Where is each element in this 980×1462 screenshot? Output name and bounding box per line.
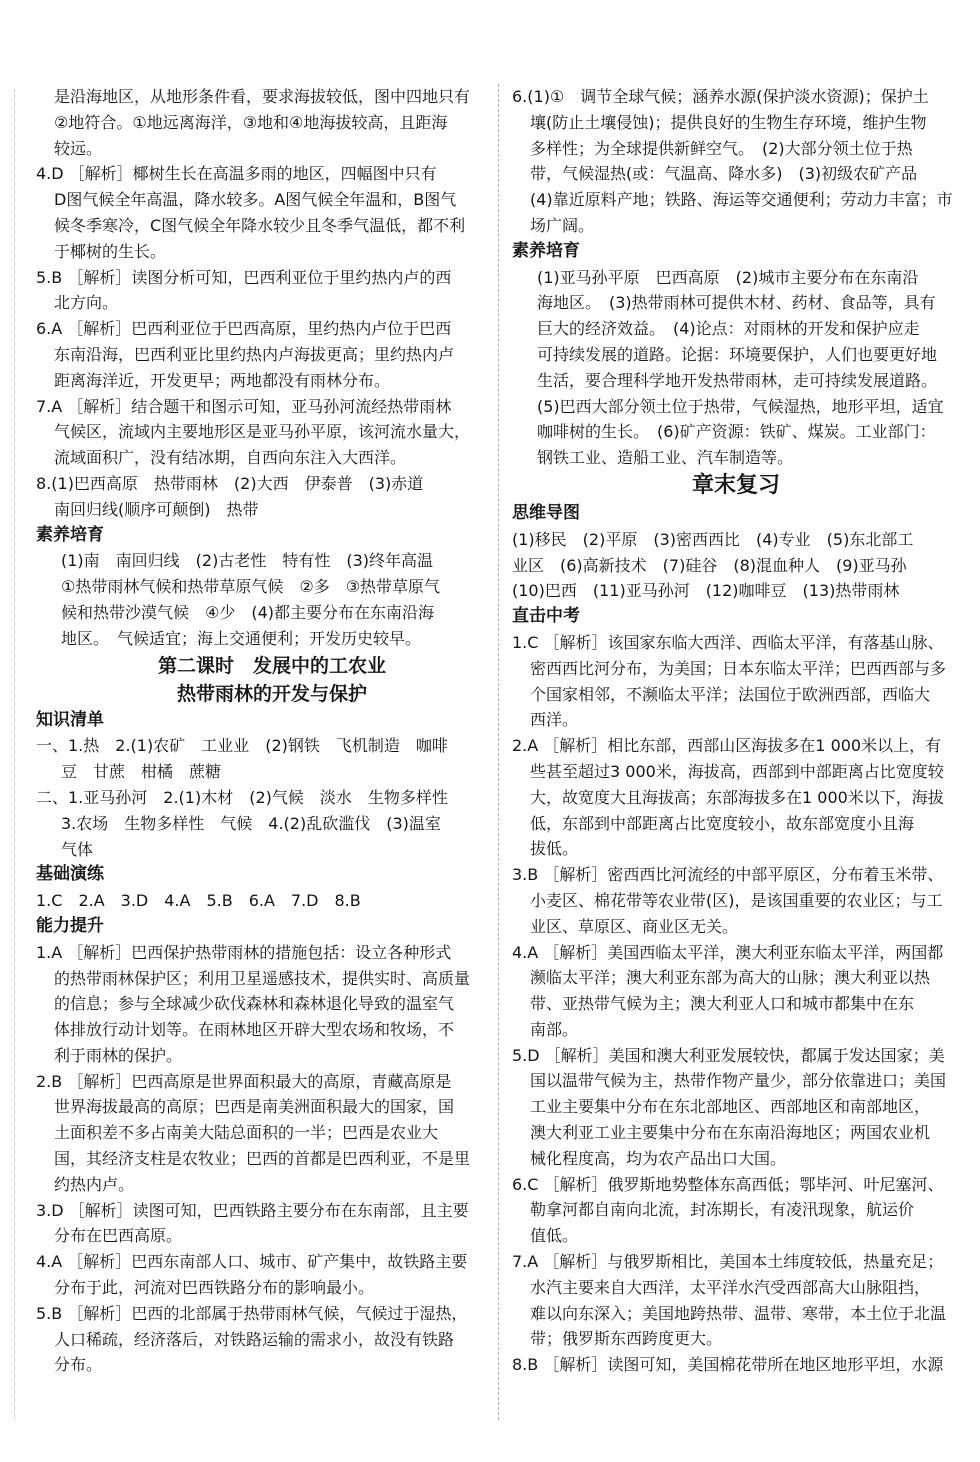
text-line: 多样性；为全球提供新鲜空气。 (2)大部分领土位于热 (530, 138, 913, 158)
text-line: 业区、草原区、商业区无关。 (530, 916, 739, 936)
left-column (36, 84, 488, 1378)
zhiji-question-4 (512, 940, 960, 1043)
zhiji-question-5 (512, 1043, 960, 1172)
text-line: 拔低。 (530, 839, 579, 859)
siwei-answers (512, 527, 960, 604)
text-line: 工业主要集中分布在东北部地区、西部地区和南部地区， (530, 1097, 931, 1117)
text-line: 3.D ［解析］读图可知，巴西铁路主要分布在东南部，且主要 (36, 1200, 469, 1220)
zhiji-question-2 (512, 733, 960, 862)
nengli-question-2 (36, 1069, 488, 1198)
section-heading-suyang-right: 素养培育 (512, 240, 580, 261)
text-line: 勒拿河都自南向北流，封冻期长，有凌汛现象，航运价 (530, 1200, 915, 1220)
text-line: 候和热带沙漠气候 ④少 (4)都主要分布在东南沿海 (61, 602, 435, 622)
text-line: 东南沿海，巴西利亚比里约热内卢海拔更高；里约热内卢 (54, 344, 455, 364)
text-line: 气体 (61, 839, 94, 859)
section-heading-nengli: 能力提升 (36, 915, 104, 936)
text-line: 北方向。 (54, 293, 119, 313)
text-line: 气候区，流域内主要地形区是亚马孙平原，该河流水量大， (54, 422, 471, 442)
question-8 (36, 471, 488, 523)
section-heading-zhiji: 直击中考 (512, 606, 580, 627)
text-line: 4.A ［解析］巴西东南部人口、城市、矿产集中，故铁路主要 (36, 1252, 468, 1272)
text-line: ②地符合。①地远离海洋，③地和④地海拔较高，且距海 (54, 112, 448, 132)
text-line: 5.D ［解析］美国和澳大利亚发展较快，都属于发达国家；美 (512, 1045, 945, 1065)
question-7 (36, 394, 488, 471)
chapter-review-title: 章末复习 (691, 472, 780, 498)
text-line: 4.A ［解析］美国西临太平洋，澳大利亚东临太平洋，两国都 (512, 942, 944, 962)
text-line: 的热带雨林保护区；利用卫星遥感技术，提供实时、高质量 (54, 968, 471, 988)
question-5 (36, 265, 488, 317)
text-line: 二、1.亚马孙河 2.(1)木材 (2)气候 淡水 生物多样性 (36, 787, 448, 807)
text-line: 带；俄罗斯东西跨度更大。 (530, 1329, 723, 1349)
text-line: 3.农场 生物多样性 气候 4.(2)乱砍滥伐 (3)温室 (61, 813, 441, 833)
text-line: 南部。 (530, 1019, 579, 1039)
column-divider (498, 84, 500, 1420)
text-line: 分布在巴西高原。 (54, 1226, 183, 1246)
question-4 (36, 161, 488, 264)
text-line: 一、1.热 2.(1)农矿 工业业 (2)钢铁 飞机制造 咖啡 (36, 736, 448, 756)
nengli-question-3 (36, 1198, 488, 1250)
question-6-right (512, 84, 960, 239)
text-line: 值低。 (530, 1226, 579, 1246)
zhiji-question-6 (512, 1172, 960, 1249)
binding-edge-line (14, 90, 16, 1420)
zhiji-question-1 (512, 630, 960, 733)
text-line: 6.A ［解析］巴西利亚位于巴西高原，里约热内卢位于巴西 (36, 319, 452, 339)
text-line: 海地区。 (3)热带雨林可提供木材、药材、食品等，具有 (537, 293, 936, 313)
zhiji-question-3 (512, 862, 960, 939)
text-line: 较远。 (54, 138, 103, 158)
text-line: 2.B ［解析］巴西高原是世界面积最大的高原，青藏高原是 (36, 1071, 452, 1091)
text-line: 巨大的经济效益。 (4)论点：对雨林的开发和保护应走 (537, 319, 920, 339)
text-line: 密西西比河分布，为美国；日本东临太平洋；巴西西部与多 (530, 658, 947, 678)
section-heading-jichu: 基础演练 (36, 864, 104, 885)
text-line: 豆 甘蔗 柑橘 蔗糖 (61, 762, 222, 782)
text-line: 3.B ［解析］密西西比河流经的中部平原区，分布着玉米带、 (512, 865, 944, 885)
question-6 (36, 316, 488, 393)
suyang-answers (36, 548, 488, 651)
lesson-subtitle: 热带雨林的开发与保护 (176, 682, 367, 705)
text-line: 场广阔。 (530, 215, 595, 235)
right-column (512, 84, 960, 1378)
text-line: D图气候全年高温，降水较多。A图气候全年温和，B图气 (54, 190, 457, 210)
question-3-continued (36, 84, 488, 161)
text-line: 难以向东深入；美国地跨热带、温带、寒带，本土位于北温 (530, 1303, 947, 1323)
text-line: 距离海洋近，开发更早；两地都没有雨林分布。 (54, 370, 391, 390)
nengli-question-4 (36, 1249, 488, 1301)
text-line: 可持续发展的道路。论据：环境要保护，人们也要更好地 (537, 344, 938, 364)
text-line: 分布。 (54, 1355, 103, 1375)
zhishi-answers (36, 733, 488, 862)
text-line: 7.A ［解析］与俄罗斯相比，美国本土纬度较低，热量充足； (512, 1252, 944, 1272)
text-line: 1.C ［解析］该国家东临大西洋、西临太平洋，有落基山脉、 (512, 632, 944, 652)
text-line: 7.A ［解析］结合题干和图示可知，亚马孙河流经热带雨林 (36, 396, 452, 416)
text-line: 是沿海地区，从地形条件看，要求海拔较低，图中四地只有 (54, 87, 471, 106)
text-line: 体排放行动计划等。在雨林地区开辟大型农场和牧场，不 (54, 1020, 455, 1040)
section-heading-siwei: 思维导图 (512, 502, 580, 523)
section-heading-zhishi: 知识清单 (36, 709, 104, 730)
text-line: 土面积差不多占南美大陆总面积的一半；巴西是农业大 (54, 1123, 439, 1143)
nengli-question-5 (36, 1301, 488, 1378)
text-line: 西洋。 (530, 710, 579, 730)
text-line: 1.A ［解析］巴西保护热带雨林的措施包括：设立各种形式 (36, 942, 452, 962)
text-line: (1)亚马孙平原 巴西高原 (2)城市主要分布在东南沿 (537, 267, 919, 287)
text-line: 濒临太平洋；澳大利亚东部为高大的山脉；澳大利亚以热 (530, 968, 931, 988)
text-line: (1)移民 (2)平原 (3)密西西比 (4)专业 (5)东北部工 (512, 529, 914, 549)
text-line: 钢铁工业、造船工业、汽车制造等。 (537, 448, 794, 468)
text-line: (4)靠近原料产地；铁路、海运等交通便利；劳动力丰富；市 (530, 190, 953, 210)
text-line: 2.A ［解析］相比东部，西部山区海拔多在1 000米以上，有 (512, 736, 942, 756)
suyang-answers-right (512, 265, 960, 471)
text-line: 械化程度高，均为农产品出口大国。 (530, 1148, 787, 1168)
text-line: 南回归线(顺序可颠倒) 热带 (54, 499, 259, 519)
text-line: 带，气候湿热(或：气温高、降水多) (3)初级农矿产品 (530, 164, 918, 184)
text-line: ①热带雨林气候和热带草原气候 ②多 ③热带草原气 (61, 577, 441, 597)
zhiji-question-7 (512, 1249, 960, 1352)
text-line: 利于雨林的保护。 (54, 1045, 183, 1065)
text-line: (5)巴西大部分领土位于热带，气候湿热，地形平坦，适宜 (537, 396, 944, 416)
text-line: 8.B ［解析］读图可知，美国棉花带所在地区地形平坦，水源 (512, 1355, 944, 1375)
text-line: 壤(防止土壤侵蚀)；提供良好的生物生存环境，维护生物 (530, 112, 927, 132)
lesson-title: 第二课时 发展中的工农业 (157, 654, 386, 677)
text-line: 8.(1)巴西高原 热带雨林 (2)大西 伊泰普 (3)赤道 (36, 473, 424, 493)
text-line: 些甚至超过3 000米，海拔高，西部到中部距离占比宽度较 (530, 761, 944, 781)
text-line: 个国家相邻，不濒临太平洋；法国位于欧洲西部，西临大 (530, 684, 931, 704)
text-line: 5.B ［解析］读图分析可知，巴西利亚位于里约热内卢的西 (36, 267, 452, 287)
text-line: 世界海拔最高的高原；巴西是南美洲面积最大的国家，国 (54, 1097, 455, 1117)
text-line: 地区。 气候适宜；海上交通便利；开发历史较早。 (61, 628, 422, 648)
text-line: 小麦区、棉花带等农业带(区)，是该国重要的农业区；与工 (530, 890, 943, 910)
text-line: 约热内卢。 (54, 1174, 135, 1194)
nengli-question-1 (36, 940, 488, 1069)
text-line: 国，其经济支柱是农牧业；巴西的首都是巴西利亚，不是里 (54, 1149, 471, 1169)
jichu-answers: 1.C 2.A 3.D 4.A 5.B 6.A 7.D 8.B (36, 891, 361, 911)
text-line: 4.D ［解析］椰树生长在高温多雨的地区，四幅图中只有 (36, 164, 437, 184)
text-line: 6.C ［解析］俄罗斯地势整体东高西低；鄂毕河、叶尼塞河、 (512, 1174, 944, 1194)
text-line: 业区 (6)高新技术 (7)硅谷 (8)混血种人 (9)亚马孙 (512, 555, 907, 575)
text-line: (10)巴西 (11)亚马孙河 (12)咖啡豆 (13)热带雨林 (512, 581, 900, 601)
text-line: 澳大利亚工业主要集中分布在东南沿海地区；两国农业机 (530, 1123, 931, 1143)
zhiji-question-8 (512, 1352, 960, 1378)
text-line: 生活，要合理科学地开发热带雨林，走可持续发展道路。 (537, 370, 938, 390)
text-line: 的信息；参与全球减少砍伐森林和森林退化导致的温室气 (54, 994, 455, 1014)
text-line: 候冬季寒冷，C图气候全年降水较少且冬季气温低，都不利 (54, 215, 466, 235)
text-line: 人口稀疏，经济落后，对铁路运输的需求小，故没有铁路 (54, 1329, 455, 1349)
text-line: 咖啡树的生长。 (6)矿产资源：铁矿、煤炭。工业部门： (537, 422, 936, 442)
text-line: 带、亚热带气候为主；澳大利亚人口和城市都集中在东 (530, 994, 915, 1014)
text-line: 水汽主要来自大西洋，太平洋水汽受西部高大山脉阻挡， (530, 1277, 931, 1297)
text-line: 大，故宽度大且海拔高；东部海拔多在1 000米以下，海拔 (530, 787, 944, 807)
text-line: 低，东部到中部距离占比宽度较小，故东部宽度小且海 (530, 813, 915, 833)
text-line: 于椰树的生长。 (54, 241, 167, 261)
text-line: 流域面积广，没有结冰期，自西向东注入大西洋。 (54, 448, 407, 468)
text-line: 6.(1)① 调节全球气候；涵养水源(保护淡水资源)；保护土 (512, 87, 929, 106)
text-line: (1)南 南回归线 (2)古老性 特有性 (3)终年高温 (61, 551, 433, 571)
text-line: 5.B ［解析］巴西的北部属于热带雨林气候，气候过于湿热， (36, 1303, 468, 1323)
text-line: 分布于此，河流对巴西铁路分布的影响最小。 (54, 1278, 375, 1298)
text-line: 国以温带气候为主，热带作物产量少，部分依靠进口；美国 (530, 1071, 947, 1091)
section-heading-suyang: 素养培育 (36, 524, 104, 545)
